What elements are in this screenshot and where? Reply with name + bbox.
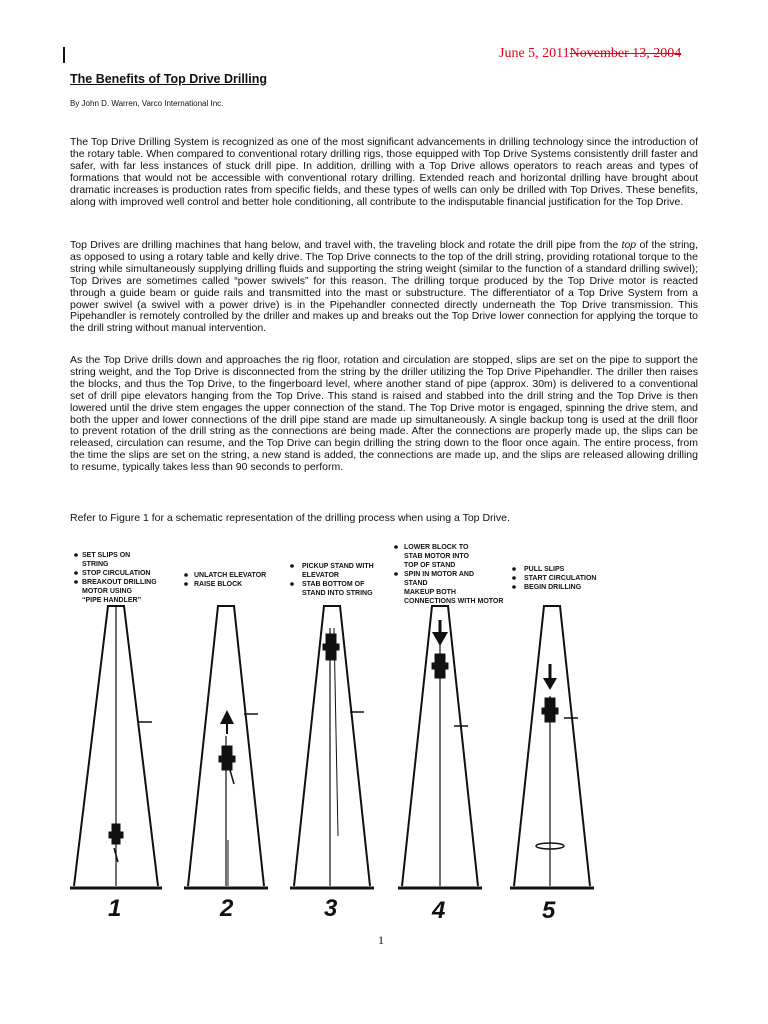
step-4-note: SPIN IN MOTOR AND (404, 571, 475, 578)
step-4-note: MAKEUP BOTH (404, 589, 456, 596)
paragraph-intro: The Top Drive Drilling System is recognized as one of the most significant advancements in drilling technology since the introduction of the rotary table. When compared to conventional rotary drilling rigs, those equipped with Top Drive Systems consistently drill faster and safer, with far less instances of stuck drill pipe. In addition, drilling with a Top Drive allows operators to reach areas and types of formations that would not be accessible with conventional rotary drilling. Extended reach and horizontal drilling have brought about dramatic increases is production rates from specific fields, and these types of wells can only be drilled with Top Drives. These benefits, along with improved well control and better hole conditioning, all contribute to the indisputable financial justification for the Top Drive. (70, 136, 698, 208)
figure-1-drilling-process (68, 536, 608, 920)
rig-4 (398, 606, 482, 888)
step-1-note: MOTOR USING (82, 588, 133, 595)
step-5-note: BEGIN DRILLING (524, 584, 582, 591)
rig-1 (70, 606, 162, 888)
step-1-note: BREAKOUT DRILLING (82, 579, 157, 586)
step-4-note: STAB MOTOR INTO (404, 553, 469, 560)
step-3-number: 3 (324, 895, 338, 920)
step-5-number: 5 (542, 897, 556, 920)
step-3-note: STAB BOTTOM OF (302, 581, 365, 588)
rig-2 (184, 606, 268, 888)
step-1-number: 1 (108, 895, 122, 920)
step-3-note: STAND INTO STRING (302, 590, 373, 597)
paragraph-top-drive-description: Top Drives are drilling machines that hang below, and travel with, the traveling block and rotate the drill pipe from the top of the string, as opposed to using a rotary table and kelly drive. The Top Drive connects to the top of the drill string, providing rotational torque to the string while simultaneously supplying drilling fluids and supporting the string weight (similar to the function of a standard drilling swivel); Top Drives are sometimes called “power swivels” for this reason. The drilling torque produced by the Top Drive motor is reacted through a guide beam or guide rails and transmitted into the mast or substructure. The differentiator of a Top Drive System from a power swivel (a swivel with a power drive) is in the Pipehandler connected directly underneath the Top Drive transmission. This Pipehandler is remotely controlled by the driller and makes up and breaks out the Top Drive lower connection for applying the torque to the drill string without manual intervention. (70, 239, 699, 335)
step-2-notes (184, 572, 266, 588)
step-5-notes (512, 566, 596, 591)
rig-3 (290, 606, 374, 888)
step-4-note: TOP OF STAND (404, 562, 456, 569)
step-5-note: PULL SLIPS (524, 566, 565, 573)
step-3-notes (290, 563, 373, 597)
document-title: The Benefits of Top Drive Drilling (70, 72, 268, 86)
paragraph-figure-reference: Refer to Figure 1 for a schematic representation of the drilling process when using a Top Drive. (70, 512, 510, 524)
step-4-note: STAND (404, 580, 428, 587)
text-cursor (63, 47, 65, 63)
step-4-note: CONNECTIONS WITH MOTOR (404, 598, 504, 605)
paragraph-process: As the Top Drive drills down and approaches the rig floor, rotation and circulation are stopped, slips are set on the pipe to support the string weight, and the Top Drive is disconnected from the string by the driller utilizing the Top Drive Pipehandler. The driller then raises the blocks, and thus the Top Drive, to the fingerboard level, where another stand of pipe (approx. 30m) is delivered to a conventional set of drill pipe elevators hanging from the Top Drive. This stand is raised and stabbed into the drill string and the Top Drive is then lowered until the drive stem engages the upper connection of the stand. The Top Drive motor is engaged, spinning the drive stem, and both the upper and lower connections of the drill pipe stand are made up simultaneously. A single backup tong is used at the drill floor to prevent rotation of the drill string as the connections are being made. After the connections are properly made up, the slips can be released, circulation can resume, and the Top Drive can begin drilling the string down to the floor once again. The entire process, from the time the slips are set on the string, a new stand is added, the connections are made up, and the slips are released allowing drilling to resume, typically takes less than 90 seconds to perform. (70, 354, 698, 474)
step-4-number: 4 (432, 897, 446, 920)
step-1-note: STOP CIRCULATION (82, 570, 151, 577)
step-3-note: PICKUP STAND WITH (302, 563, 374, 570)
step-2-number: 2 (220, 895, 234, 920)
step-2-note: UNLATCH ELEVATOR (194, 572, 267, 579)
step-1-notes (74, 552, 157, 604)
step-3-note: ELEVATOR (302, 572, 339, 579)
step-1-note: STRING (82, 561, 109, 568)
step-1-note: “PIPE HANDLER” (82, 597, 142, 604)
date-new: June 5, 2011 (499, 46, 570, 61)
step-2-note: RAISE BLOCK (194, 581, 243, 588)
byline: By John D. Warren, Varco International Inc. (70, 99, 224, 108)
step-4-note: LOWER BLOCK TO (404, 544, 469, 551)
date-old-struck: November 13, 2004 (569, 46, 682, 61)
step-5-note: START CIRCULATION (524, 575, 597, 582)
step-4-notes (394, 544, 503, 605)
step-1-note: SET SLIPS ON (82, 552, 131, 559)
page-number: 1 (378, 933, 384, 947)
revision-date (499, 46, 681, 62)
rig-5 (510, 606, 594, 888)
